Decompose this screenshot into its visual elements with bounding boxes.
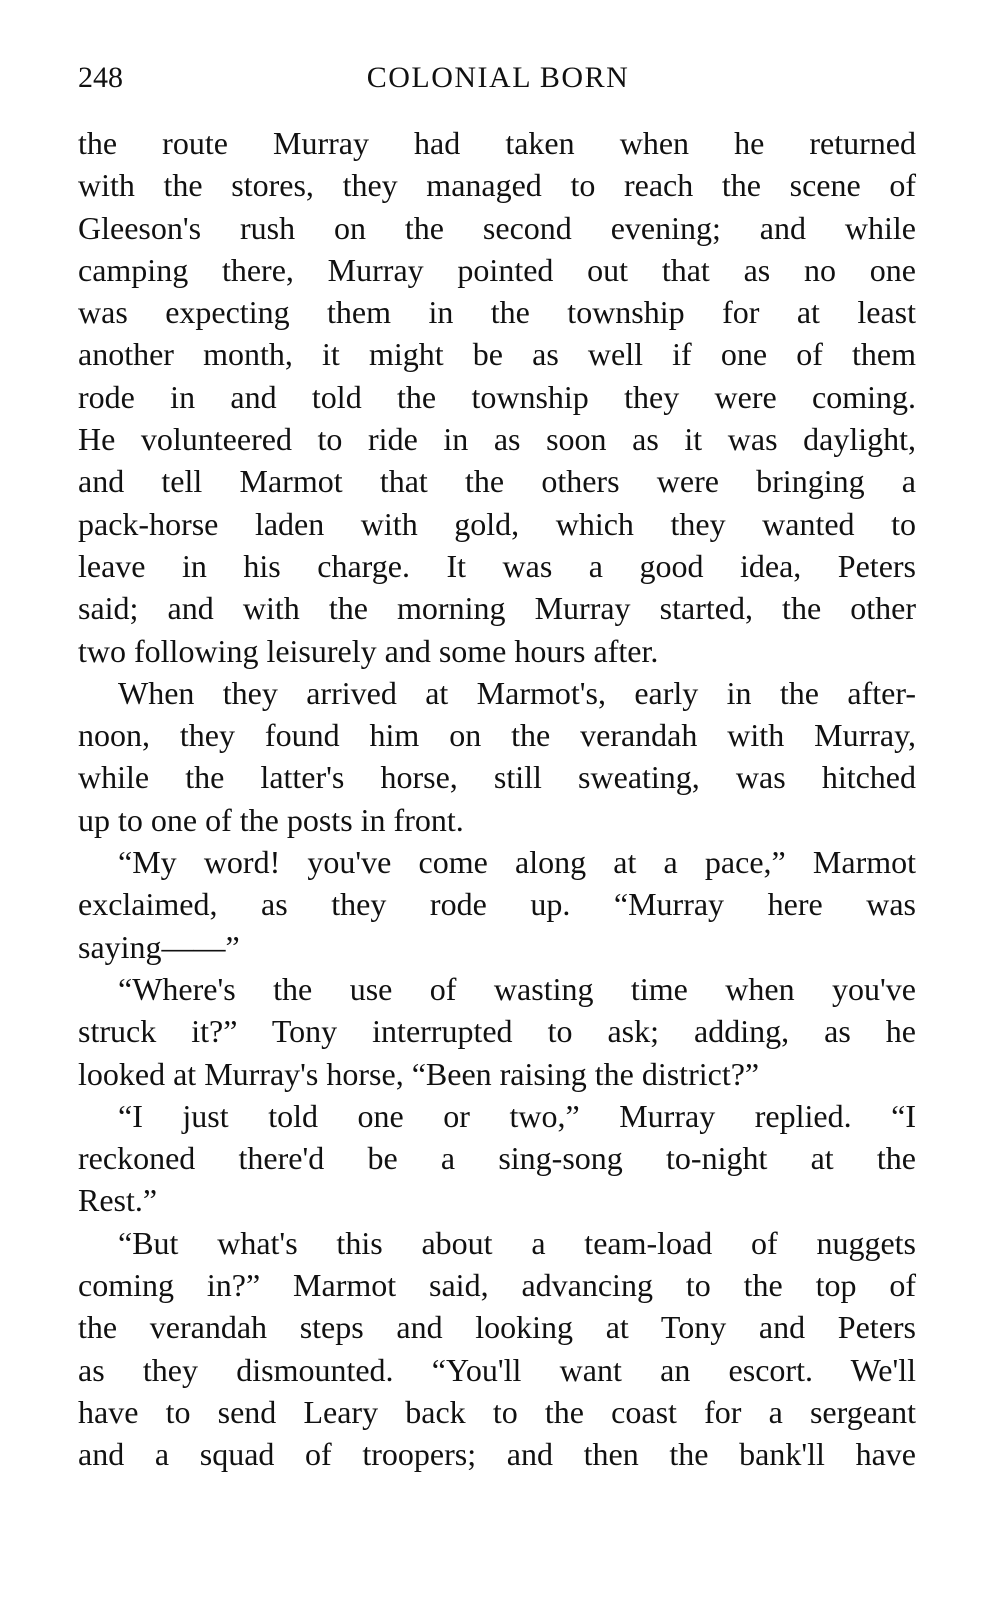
paragraph-start-line: “I just told one or two,” Murray replied. “I <box>118 1097 916 1134</box>
text-line: the route Murray had taken when he returned <box>78 125 916 161</box>
text-line: saying——” <box>78 928 240 965</box>
text-line: coming in?” Marmot said, advancing to the top of <box>78 1267 916 1304</box>
text-line: leave in his charge. It was a good idea, Peters <box>78 547 916 584</box>
text-line: rode in and told the township they were coming. <box>78 378 916 415</box>
text-line: have to send Leary back to the coast for a sergeant <box>78 1393 916 1430</box>
paragraph-start-line: “My word! you've come along at a pace,” Marmot <box>118 844 916 881</box>
paragraph-start-line: When they arrived at Marmot's, early in the after- <box>118 674 916 711</box>
text-line: as they dismounted. “You'll want an escort. We'll <box>78 1351 916 1388</box>
text-line: struck it?” Tony interrupted to ask; adding, as he <box>78 1013 916 1050</box>
running-head <box>78 56 918 100</box>
text-line: the verandah steps and looking at Tony and Peters <box>78 1309 916 1346</box>
text-line: two following leisurely and some hours after. <box>78 632 659 669</box>
text-line: and tell Marmot that the others were bringing a <box>78 463 916 500</box>
text-line: pack-horse laden with gold, which they wanted to <box>78 505 916 542</box>
text-line: exclaimed, as they rode up. “Murray here was <box>78 886 916 923</box>
text-line: looked at Murray's horse, “Been raising the district?” <box>78 1055 760 1092</box>
text-line: camping there, Murray pointed out that as no one <box>78 251 916 288</box>
running-title: COLONIAL BORN <box>366 61 630 94</box>
text-line: up to one of the posts in front. <box>78 801 464 838</box>
text-line: He volunteered to ride in as soon as it was daylight, <box>78 421 916 458</box>
text-line: noon, they found him on the verandah with Murray, <box>78 717 916 754</box>
body-text <box>78 122 916 1476</box>
text-line: reckoned there'd be a sing-song to-night at the <box>78 1140 916 1177</box>
text-line: was expecting them in the township for at least <box>78 294 916 331</box>
paragraph-start-line: “But what's this about a team-load of nuggets <box>118 1224 916 1261</box>
paragraph-start-line: “Where's the use of wasting time when you've <box>118 970 916 1007</box>
text-line: Gleeson's rush on the second evening; and while <box>78 209 916 246</box>
page-number: 248 <box>78 61 123 94</box>
text-line: while the latter's horse, still sweating, was hitched <box>78 759 916 796</box>
text-line: another month, it might be as well if one of them <box>78 336 916 373</box>
text-line: Rest.” <box>78 1182 158 1219</box>
text-line: said; and with the morning Murray started, the other <box>78 590 916 627</box>
text-line: with the stores, they managed to reach the scene of <box>78 167 916 204</box>
text-line: and a squad of troopers; and then the bank'll have <box>78 1436 916 1473</box>
